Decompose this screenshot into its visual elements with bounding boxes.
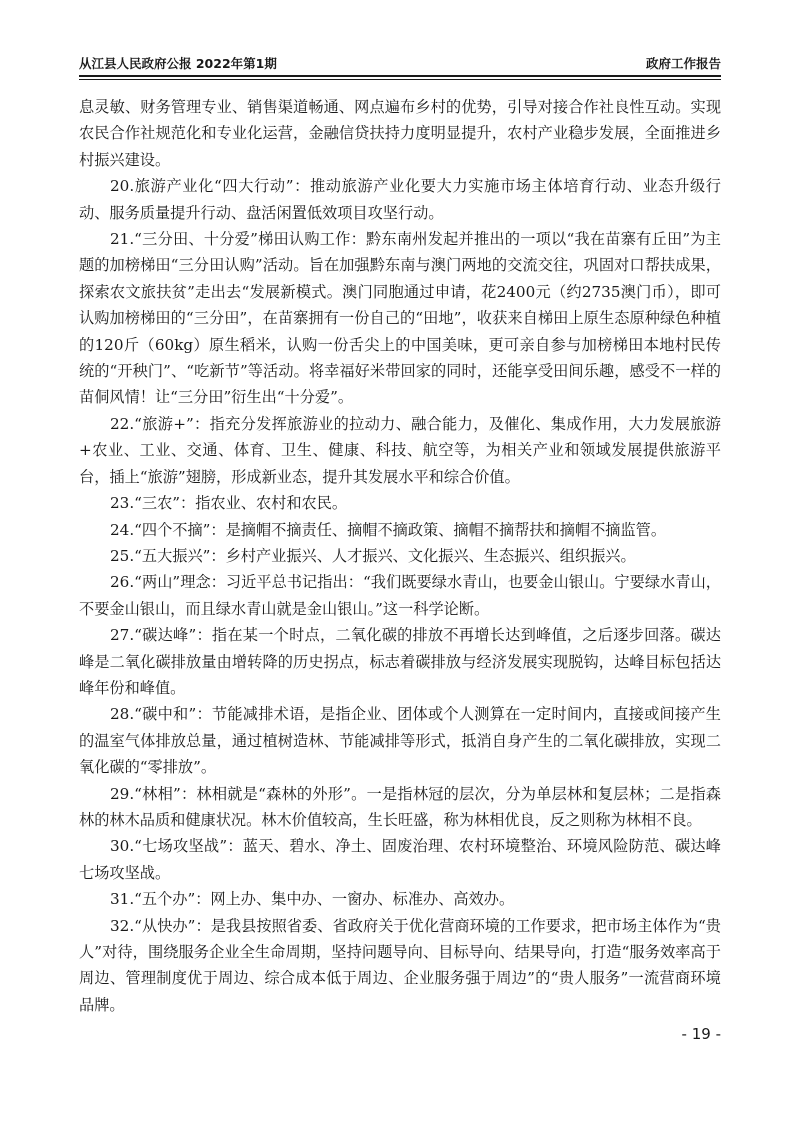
paragraph: 31.“五个办”：网上办、集中办、一窗办、标准办、高效办。 [110, 890, 515, 909]
paragraph: 32.“从快办”：是我县按照省委、省政府关于优化营商环境的工作要求，把市场主体作为“贵人”对待，围绕服务企业全生命周期，坚持问题导向、目标导向、结果导向，打造“服务效率高于周边、管理制度优于周边、综合成本低于周边、企业服务强于周边”的“贵人服务”一流营商环境品牌。 [79, 916, 721, 1014]
paragraph: 27.“碳达峰”：指在某一个时点，二氧化碳的排放不再增长达到峰值，之后逐步回落。碳达峰是二氧化碳排放量由增转降的历史拐点，标志着碳排放与经济发展实现脱钩，达峰目标包括达峰年份和峰值。 [79, 626, 721, 697]
paragraph: 21.“三分田、十分爱”梯田认购工作：黔东南州发起并推出的一项以“我在苗寨有丘田”为主题的加榜梯田“三分田认购”活动。旨在加强黔东南与澳门两地的交流交往，巩固对口帮扶成果，探索农文旅扶贫”走出去“发展新模式。澳门同胞通过申请，花2400元（约2735澳门币），即可认购加榜梯田的“三分田”，在苗寨拥有一份自己的“田地”，收获来自梯田上原生态原种绿色种植的120斤（60kg）原生稻米，认购一份舌尖上的中国美味，更可亲自参与加榜梯田本地村民传统的“开秧门”、“吃新节”等活动。将幸福好米带回家的同时，还能享受田间乐趣，感受不一样的苗侗风情！让“三分田”衍生出“十分爱”。 [79, 230, 721, 407]
paragraph: 息灵敏、财务管理专业、销售渠道畅通、网点遍布乡村的优势，引导对接合作社良性互动。实现农民合作社规范化和专业化运营，金融信贷扶持力度明显提升，农村产业稳步发展，全面推进乡村振兴建设。 [79, 98, 721, 169]
paragraph: 25.“五大振兴”：乡村产业振兴、人才振兴、文化振兴、生态振兴、组织振兴。 [110, 546, 636, 565]
header-rule-thin [79, 79, 721, 80]
header-rule-thick [79, 75, 721, 77]
paragraph: 29.“林相”：林相就是“森林的外形”。一是指林冠的层次，分为单层林和复层林；二是指森林的林木品质和健康状况。林木价值较高，生长旺盛，称为林相优良，反之则称为林相不良。 [79, 784, 721, 829]
page-number: - 19 - [681, 1025, 721, 1043]
paragraph: 30.“七场攻坚战”：蓝天、碧水、净土、固废治理、农村环境整治、环境风险防范、碳达峰七场攻坚战。 [79, 837, 721, 882]
section-title: 政府工作报告 [645, 56, 721, 71]
page-header [79, 54, 721, 74]
paragraph: 24.“四个不摘”：是摘帽不摘责任、摘帽不摘政策、摘帽不摘帮扶和摘帽不摘监管。 [110, 520, 667, 539]
gazette-title: 从江县人民政府公报 2022年第1期 [79, 56, 277, 71]
paragraph: 20.旅游产业化“四大行动”：推动旅游产业化要大力实施市场主体培育行动、业态升级行动、服务质量提升行动、盘活闲置低效项目攻坚行动。 [79, 177, 721, 222]
body-text [79, 94, 721, 1018]
paragraph: 22.“旅游+”：指充分发挥旅游业的拉动力、融合能力，及催化、集成作用，大力发展旅游+农业、工业、交通、体育、卫生、健康、科技、航空等，为相关产业和领域发展提供旅游平台，插上“旅游”翅膀，形成新业态，提升其发展水平和综合价值。 [79, 414, 721, 486]
paragraph: 26.“两山”理念：习近平总书记指出：“我们既要绿水青山，也要金山银山。宁要绿水青山，不要金山银山，而且绿水青山就是金山银山。”这一科学论断。 [79, 573, 721, 618]
paragraph: 28.“碳中和”：节能减排术语，是指企业、团体或个人测算在一定时间内，直接或间接产生的温室气体排放总量，通过植树造林、节能减排等形式，抵消自身产生的二氧化碳排放，实现二氧化碳的“零排放”。 [79, 705, 721, 777]
paragraph: 23.“三农”：指农业、农村和农民。 [110, 494, 348, 513]
